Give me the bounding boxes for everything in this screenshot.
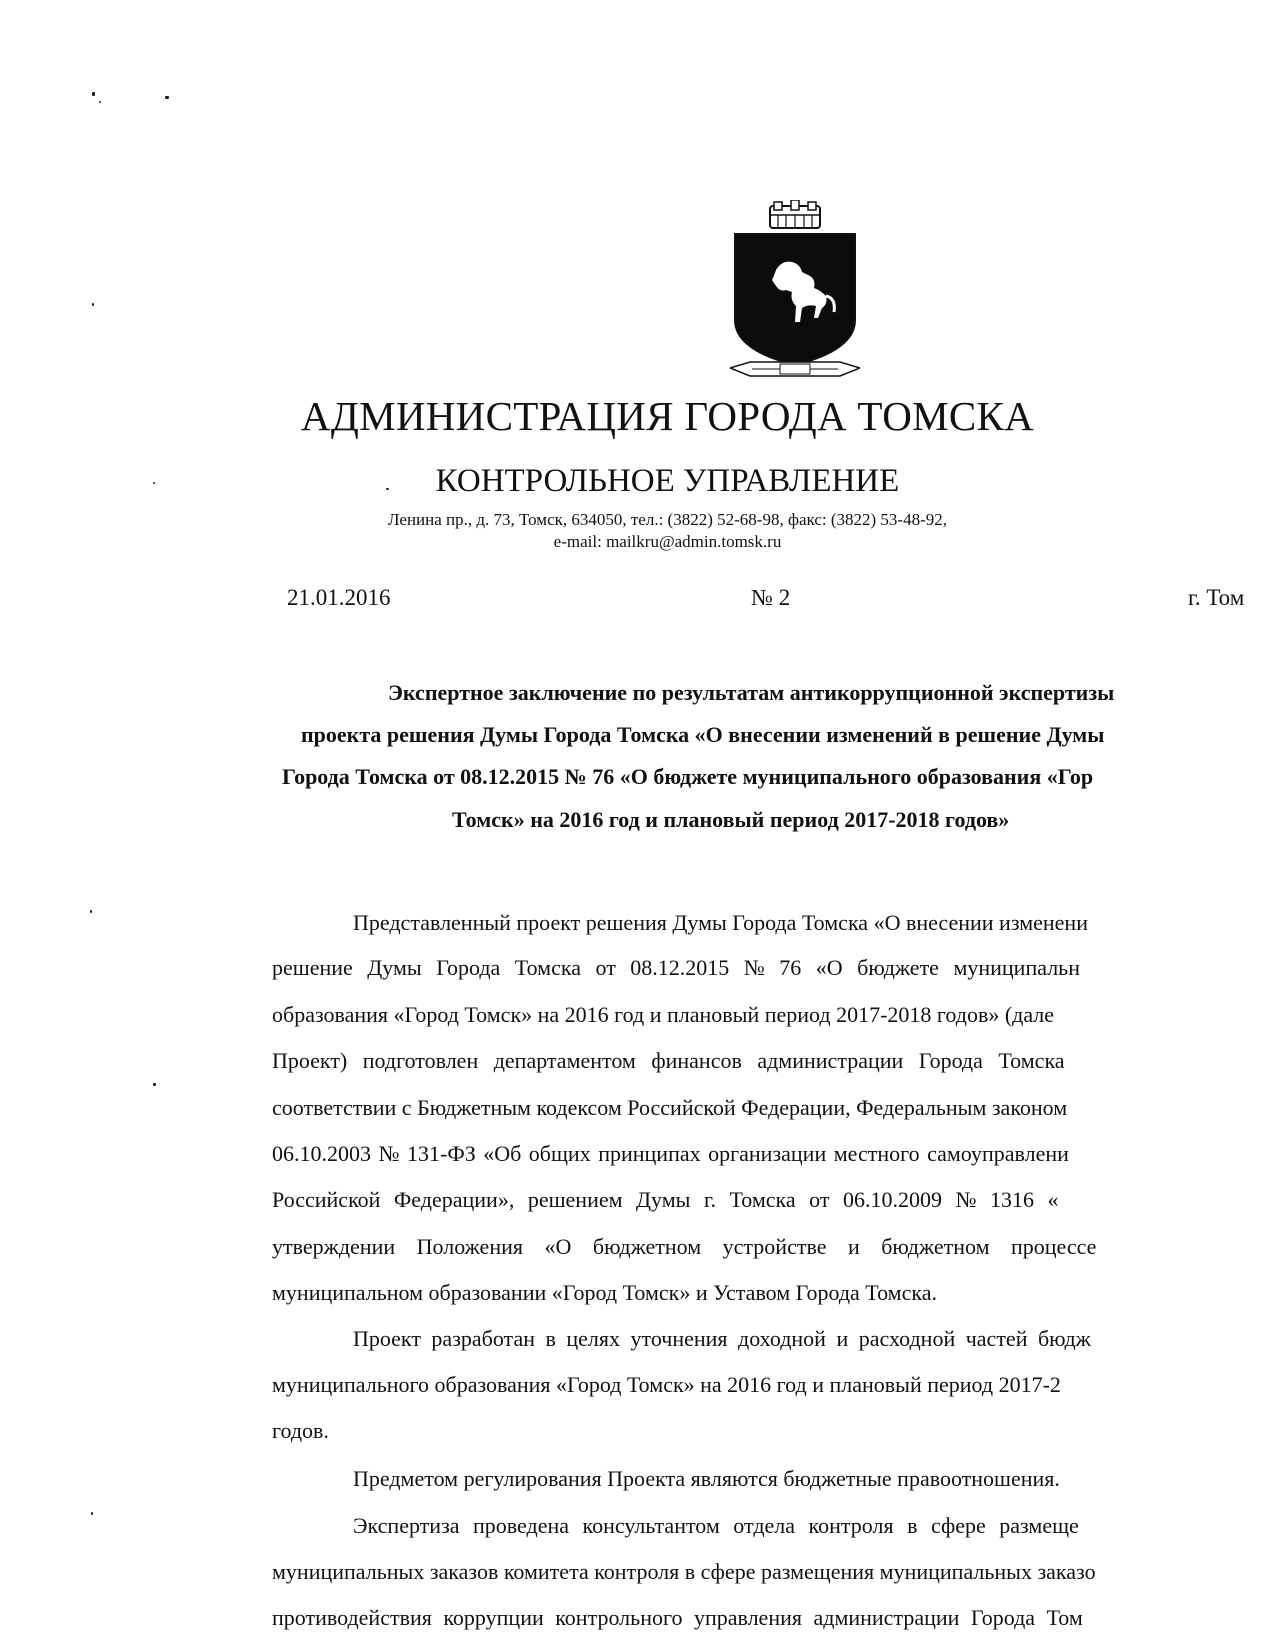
body-line: муниципального образования «Город Томск» на 2016 год и плановый период 2017-2: [272, 1372, 1061, 1397]
body-line: муниципальных заказов комитета контроля в сфере размещения муниципальных заказо: [272, 1559, 1096, 1584]
body-line: Предметом регулирования Проекта являются бюджетные правоотношения.: [353, 1466, 1060, 1491]
body-line: Проект разработан в целях уточнения доходной и расходной частей бюдж: [353, 1326, 1091, 1351]
address-line: Ленина пр., д. 73, Томск, 634050, тел.: (3822) 52-68-98, факс: (3822) 53-48-92,: [387, 510, 948, 529]
body-line: Представленный проект решения Думы Города Томска «О внесении изменени: [353, 910, 1088, 935]
body-line: муниципальном образовании «Город Томск» и Уставом Города Томска.: [272, 1280, 937, 1305]
scan-speck: [153, 1083, 156, 1086]
document-date: 21.01.2016: [287, 585, 391, 610]
body-line: Российской Федерации», решением Думы г. Томска от 06.10.2009 № 1316 «: [272, 1187, 1059, 1212]
body-line: противодействия коррупции контрольного управления администрации Города Том: [272, 1605, 1083, 1630]
body-line: образования «Город Томск» на 2016 год и плановый период 2017-2018 годов» (дале: [272, 1002, 1055, 1027]
department-name: КОНТРОЛЬНОЕ УПРАВЛЕНИЕ: [435, 463, 900, 499]
document-number: № 2: [751, 585, 791, 610]
title-line: Томск» на 2016 год и плановый период 2017-2018 годов»: [452, 807, 1010, 832]
email-line: e-mail: mailkru@admin.tomsk.ru: [553, 532, 782, 551]
scan-speck: [90, 910, 92, 913]
organization-name: АДМИНИСТРАЦИЯ ГОРОДА ТОМСКА: [300, 393, 1035, 439]
body-line: годов.: [272, 1418, 329, 1443]
title-line: Города Томска от 08.12.2015 № 76 «О бюджете муниципального образования «Гор: [282, 764, 1094, 789]
body-line: Экспертиза проведена консультантом отдела контроля в сфере размеще: [353, 1513, 1079, 1538]
body-line: решение Думы Города Томска от 08.12.2015 № 76 «О бюджете муниципальн: [272, 955, 1080, 980]
scan-speck: [91, 1512, 93, 1515]
title-line: проекта решения Думы Города Томска «О внесении изменений в решение Думы: [301, 722, 1105, 747]
document-city: г. Том: [1188, 585, 1245, 610]
body-line: Проект) подготовлен департаментом финансов администрации Города Томска: [272, 1048, 1065, 1073]
body-line: соответствии с Бюджетным кодексом Российской Федерации, Федеральным законом: [272, 1095, 1068, 1120]
title-line: Экспертное заключение по результатам антикоррупционной экспертизы: [388, 680, 1115, 705]
body-line: 06.10.2003 № 131-ФЗ «Об общих принципах организации местного самоуправлени: [272, 1141, 1069, 1166]
body-line: утверждении Положения «О бюджетном устройстве и бюджетном процессе: [272, 1234, 1097, 1259]
